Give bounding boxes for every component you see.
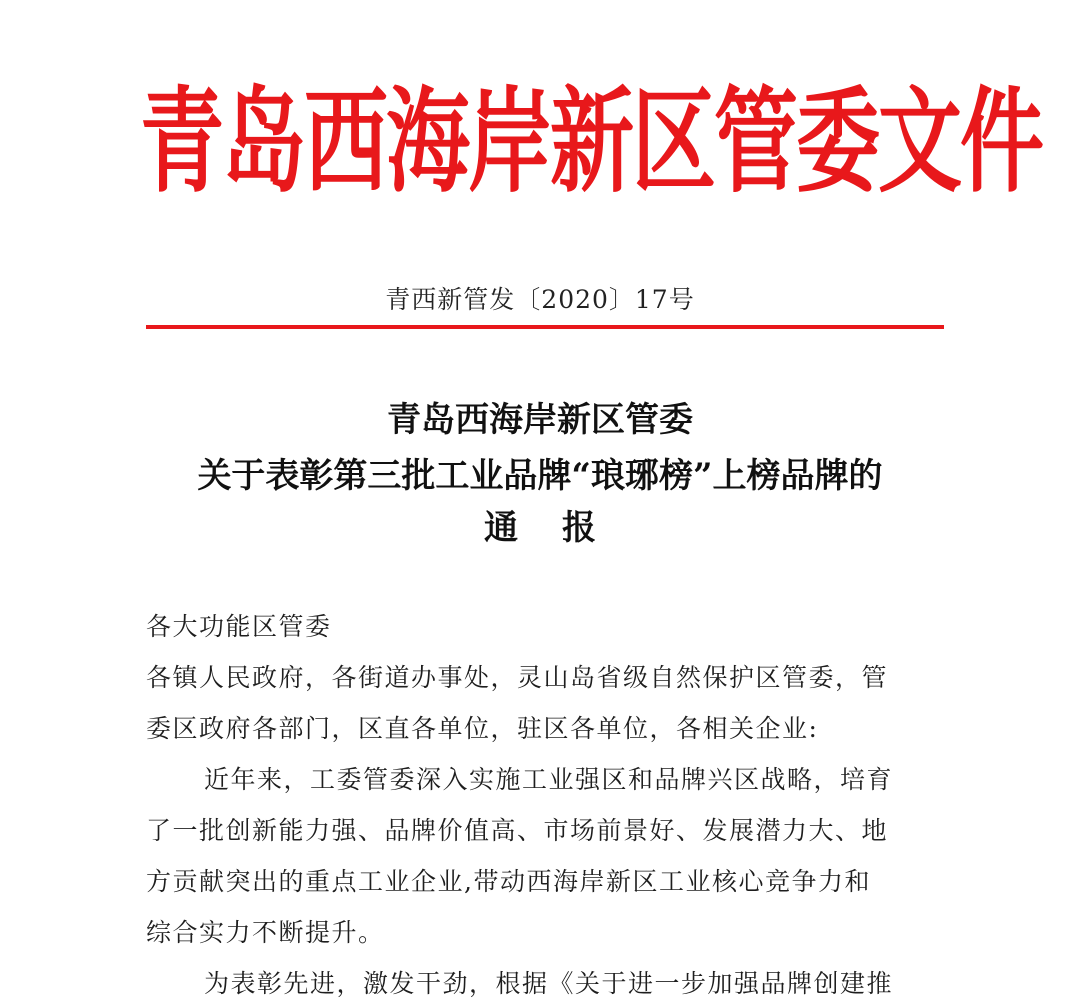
notice-title-line-1: 青岛西海岸新区管委 bbox=[387, 400, 693, 440]
notice-title-line-2: 关于表彰第三批工业品牌“琅琊榜”上榜品牌的 bbox=[197, 456, 883, 496]
paragraph-2-line-1: 为表彰先进，激发干劲，根据《关于进一步加强品牌创建推 bbox=[204, 969, 894, 998]
notice-title-line-3 bbox=[0, 500, 1080, 549]
addressee-line-3: 委区政府各部门，区直各单位，驻区各单位，各相关企业: bbox=[146, 714, 819, 743]
paragraph-1-line-2: 了一批创新能力强、品牌价值高、市场前景好、发展潜力大、地 bbox=[146, 816, 889, 845]
document-number: 青西新管发〔2020〕17号 bbox=[385, 285, 695, 314]
addressee-line-2: 各镇人民政府，各街道办事处，灵山岛省级自然保护区管委，管 bbox=[146, 663, 889, 692]
notice-title-char-1: 通 bbox=[484, 508, 518, 548]
masthead-title: 青岛西海岸新区管委文件 bbox=[140, 74, 1043, 208]
paragraph-1-line-1: 近年来，工委管委深入实施工业强区和品牌兴区战略，培育 bbox=[204, 765, 894, 794]
paragraph-1-line-4: 综合实力不断提升。 bbox=[146, 918, 385, 947]
red-divider-line bbox=[146, 325, 944, 329]
addressee-line-1: 各大功能区管委 bbox=[146, 612, 332, 641]
paragraph-1-line-3: 方贡献突出的重点工业企业,带动西海岸新区工业核心竞争力和 bbox=[146, 867, 871, 896]
notice-title-char-2: 报 bbox=[562, 508, 596, 548]
